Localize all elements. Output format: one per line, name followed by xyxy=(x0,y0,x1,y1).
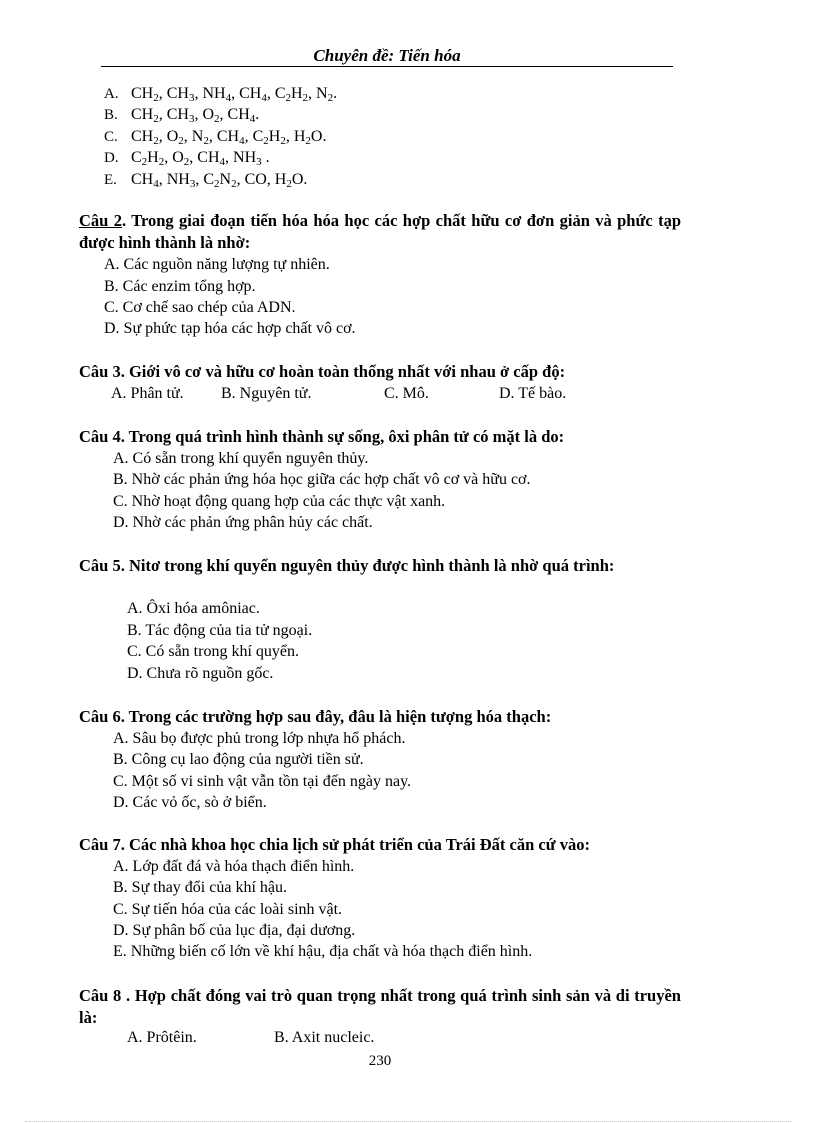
formula-text: , CH xyxy=(158,106,189,123)
q7-option-a: A. Lớp đất đá và hóa thạch điển hình. xyxy=(113,858,355,875)
formula-subscript: 3 xyxy=(188,113,195,125)
q2-option-b: B. Các enzim tổng hợp. xyxy=(104,278,256,295)
formula-subscript: 4 xyxy=(153,178,159,190)
formula-subscript: 3 xyxy=(256,156,262,168)
formula-text: , C xyxy=(266,85,286,102)
formula-subscript: 2 xyxy=(158,156,165,168)
q1-option-b xyxy=(104,104,259,126)
q4-option-b: B. Nhờ các phản ứng hóa học giữa các hợp chất vô cơ và hữu cơ. xyxy=(113,471,531,488)
q2-option-d: D. Sự phức tạp hóa các hợp chất vô cơ. xyxy=(104,320,356,337)
formula-subscript: 2 xyxy=(141,156,148,168)
q5-option-a: A. Ôxi hóa amôniac. xyxy=(127,600,260,617)
formula-subscript: 2 xyxy=(178,135,184,147)
formula-text: , C xyxy=(195,171,215,188)
q4-question: Câu 4. Trong quá trình hình thành sự sống, ôxi phân tử có mặt là do: xyxy=(79,427,565,446)
q4-option-c: C. Nhờ hoạt động quang hợp của các thực vật xanh. xyxy=(113,493,446,510)
formula-text: , C xyxy=(244,128,264,145)
formula-subscript: 3 xyxy=(188,92,195,104)
q1-option-letter: B. xyxy=(104,107,118,123)
q7-option-c: C. Sự tiến hóa của các loài sinh vật. xyxy=(113,901,343,918)
formula-subscript: 2 xyxy=(327,92,334,104)
formula-subscript: 2 xyxy=(214,113,220,125)
page-number: 230 xyxy=(368,1053,392,1069)
formula-text: , O xyxy=(164,149,184,166)
formula-text: , CH xyxy=(231,85,262,102)
formula-text: H xyxy=(147,149,159,166)
q5-option-b: B. Tác động của tia tử ngoại. xyxy=(127,622,313,639)
q2-label: Câu 2 xyxy=(79,211,122,230)
q3-option-b: B. Nguyên tử. xyxy=(221,385,312,402)
q8-question: Câu 8 . Hợp chất đóng vai trò quan trọng nhất trong quá trình sinh sản và di truyền là: xyxy=(79,986,681,1027)
formula-text: , CH xyxy=(158,85,189,102)
formula-text: , CO, H xyxy=(236,171,287,188)
formula-text: , CH xyxy=(219,106,250,123)
formula-subscript: 4 xyxy=(261,92,267,104)
header-title: Chuyên đề: Tiến hóa xyxy=(313,46,461,65)
q1-option-a xyxy=(104,83,337,105)
q4-option-d: D. Nhờ các phản ứng phân hủy các chất. xyxy=(113,514,373,531)
formula-text: H xyxy=(290,85,303,102)
q6-option-a: A. Sâu bọ được phủ trong lớp nhựa hổ phách. xyxy=(113,730,406,747)
formula-subscript: 4 xyxy=(249,113,256,125)
formula-subscript: 4 xyxy=(239,135,245,147)
q7-question: Câu 7. Các nhà khoa học chia lịch sử phát triển của Trái Đất căn cứ vào: xyxy=(79,835,591,854)
formula-text: . xyxy=(261,149,270,166)
formula-text: , O xyxy=(158,128,179,145)
q1-option-letter: C. xyxy=(104,129,118,145)
q1-option-letter: D. xyxy=(104,150,119,166)
page-header xyxy=(101,46,673,67)
formula-subscript: 2 xyxy=(280,135,286,147)
formula-text: , N xyxy=(183,128,204,145)
q1-option-letter: E. xyxy=(104,172,117,188)
formula-text: O. xyxy=(310,128,327,145)
q6-option-c: C. Một số vi sinh vật vẫn tồn tại đến ngày nay. xyxy=(113,773,412,790)
formula-subscript: 2 xyxy=(153,113,159,125)
formula-text: , CH xyxy=(208,128,240,145)
q1-option-letter: A. xyxy=(104,86,119,102)
formula-subscript: 2 xyxy=(203,135,209,147)
formula-text: N xyxy=(219,171,232,188)
formula-text: , NH xyxy=(225,149,257,166)
q5-question: Câu 5. Nitơ trong khí quyển nguyên thủy được hình thành là nhờ quá trình: xyxy=(79,556,615,575)
q6-question: Câu 6. Trong các trường hợp sau đây, đâu là hiện tượng hóa thạch: xyxy=(79,707,552,726)
formula-subscript: 2 xyxy=(231,178,237,190)
q3-option-a: A. Phân tử. xyxy=(111,385,184,402)
formula-text: , H xyxy=(285,128,306,145)
q2-option-c: C. Cơ chế sao chép của ADN. xyxy=(104,299,296,316)
q4-option-a: A. Có sẵn trong khí quyển nguyên thủy. xyxy=(113,450,369,467)
q2-text: . Trong giai đoạn tiến hóa hóa học các hợp chất hữu cơ đơn giản và phức tạp được hình thành là nhờ: xyxy=(79,211,682,252)
formula-text: . xyxy=(333,85,338,102)
q2-question xyxy=(79,210,681,254)
formula-text: CH xyxy=(131,106,154,123)
q5-option-c: C. Có sẵn trong khí quyển. xyxy=(127,643,299,660)
formula-subscript: 2 xyxy=(153,92,159,104)
q7-option-e: E. Những biến cố lớn về khí hậu, địa chất và hóa thạch điển hình. xyxy=(113,943,533,960)
formula-text: , O xyxy=(194,106,215,123)
q5-option-d: D. Chưa rõ nguồn gốc. xyxy=(127,665,274,682)
q6-option-d: D. Các vỏ ốc, sò ở biển. xyxy=(113,794,267,811)
formula-text: . xyxy=(255,106,260,123)
q1-option-e xyxy=(104,169,307,191)
formula-text: C xyxy=(131,149,142,166)
q3-option-c: C. Mô. xyxy=(384,385,429,402)
formula-subscript: 2 xyxy=(302,92,309,104)
formula-subscript: 2 xyxy=(263,135,269,147)
q8-option-b: B. Axit nucleic. xyxy=(274,1029,375,1046)
formula-subscript: 2 xyxy=(285,92,291,104)
q3-option-d: D. Tế bào. xyxy=(499,385,567,402)
q7-option-d: D. Sự phân bố của lục địa, đại dương. xyxy=(113,922,356,939)
formula-text: CH xyxy=(131,128,154,145)
formula-subscript: 3 xyxy=(189,178,196,190)
footer-divider xyxy=(25,1121,791,1122)
formula-text: , NH xyxy=(158,171,190,188)
formula-text: , N xyxy=(308,85,328,102)
formula-subscript: 2 xyxy=(183,156,190,168)
q6-option-b: B. Công cụ lao động của người tiền sử. xyxy=(113,751,364,768)
formula-text: CH xyxy=(131,171,154,188)
q3-question: Câu 3. Giới vô cơ và hữu cơ hoàn toàn thống nhất với nhau ở cấp độ: xyxy=(79,362,566,381)
formula-text: , NH xyxy=(194,85,226,102)
formula-subscript: 4 xyxy=(219,156,226,168)
q2-option-a: A. Các nguồn năng lượng tự nhiên. xyxy=(104,256,330,273)
formula-subscript: 4 xyxy=(225,92,232,104)
formula-text: CH xyxy=(131,85,154,102)
q1-option-d xyxy=(104,147,270,169)
formula-subscript: 2 xyxy=(286,178,292,190)
formula-text: H xyxy=(268,128,281,145)
formula-text: , CH xyxy=(189,149,220,166)
q8-option-a: A. Prôtêin. xyxy=(127,1029,197,1046)
formula-text: O. xyxy=(291,171,308,188)
q1-option-c xyxy=(104,126,326,148)
formula-subscript: 2 xyxy=(214,178,220,190)
q7-option-b: B. Sự thay đổi của khí hậu. xyxy=(113,879,287,896)
formula-subscript: 2 xyxy=(153,135,159,147)
formula-subscript: 2 xyxy=(305,135,311,147)
